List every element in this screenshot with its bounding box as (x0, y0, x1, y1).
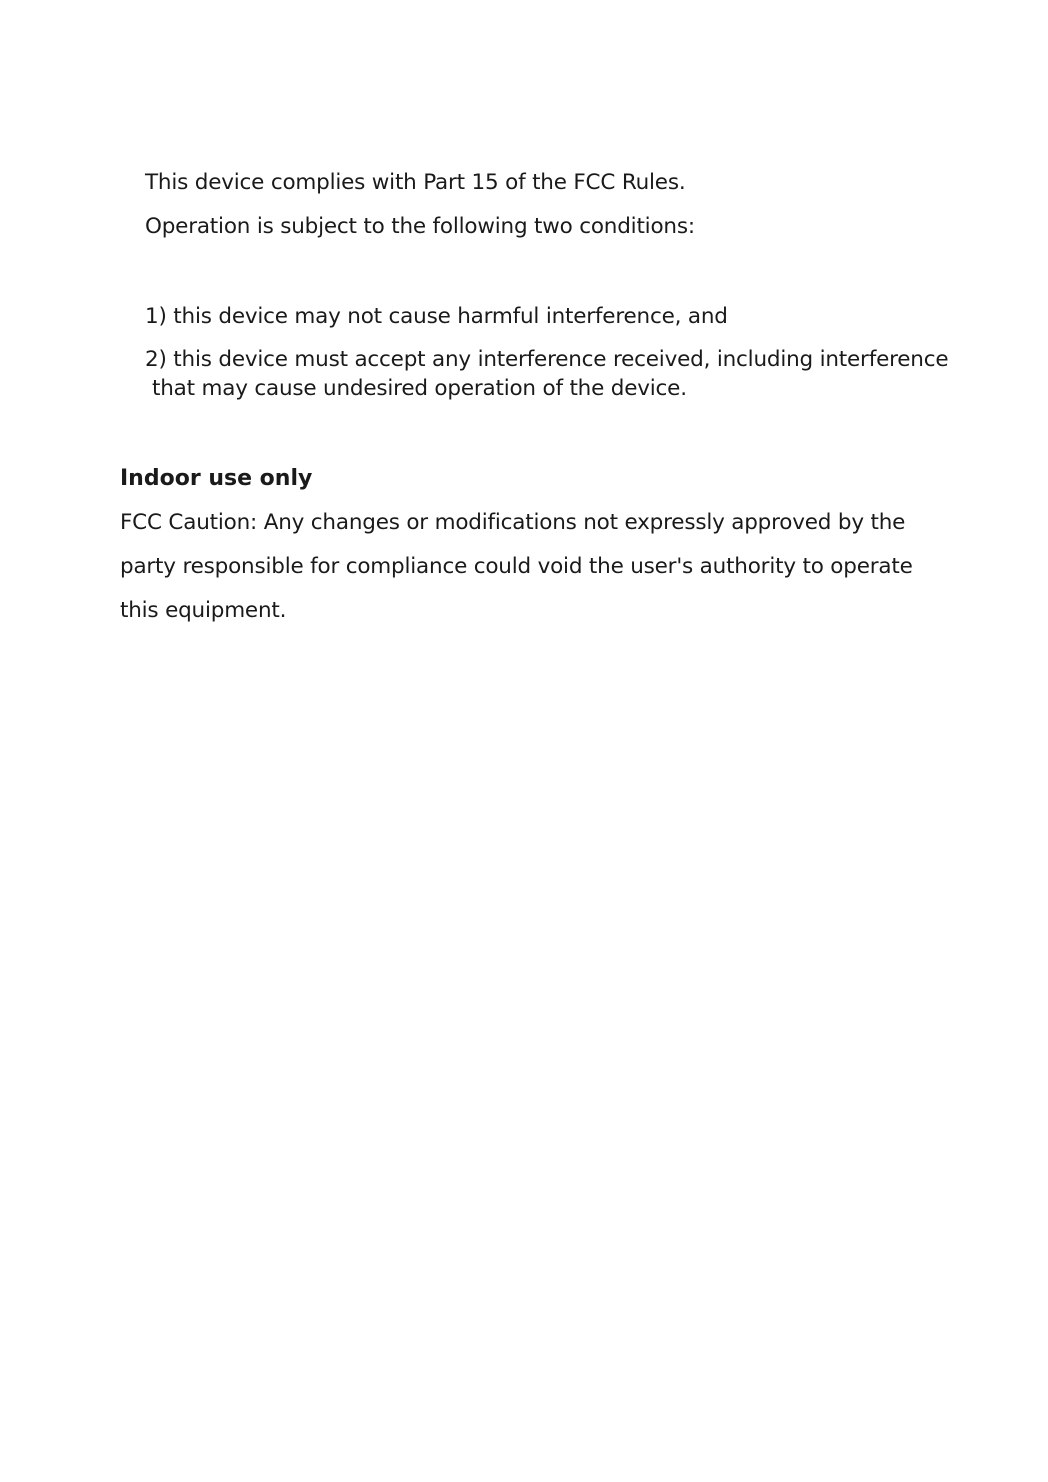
condition-item-2-continued: that may cause undesired operation of the device. (152, 376, 687, 401)
condition-item-2: 2) this device must accept any interference received, including interference (145, 347, 949, 372)
fcc-compliance-statement: This device complies with Part 15 of the FCC Rules. (145, 170, 686, 195)
fcc-caution-line-2: party responsible for compliance could void the user's authority to operate (120, 554, 913, 579)
indoor-use-heading: Indoor use only (120, 466, 313, 491)
fcc-caution-line-3: this equipment. (120, 598, 287, 623)
condition-item-1: 1) this device may not cause harmful interference, and (145, 304, 728, 329)
fcc-caution-line-1: FCC Caution: Any changes or modifications not expressly approved by the (120, 510, 906, 535)
fcc-operation-conditions-intro: Operation is subject to the following two conditions: (145, 214, 695, 239)
